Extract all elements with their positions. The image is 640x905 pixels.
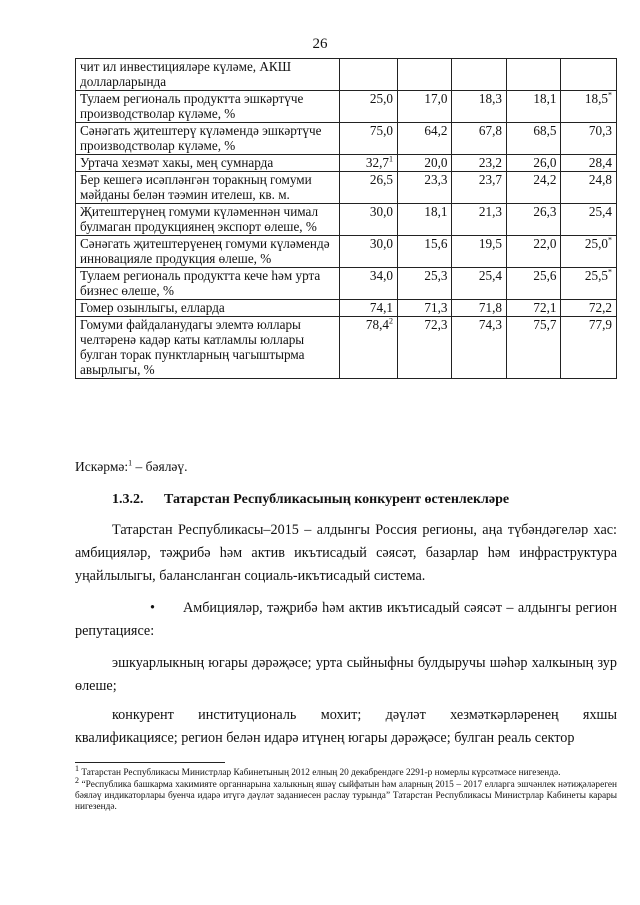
section-title: Татарстан Республикасының конкурент өстенлекләре xyxy=(164,492,510,507)
paragraph-institutional: конкурент институциональ мохит; дәүләт хезмәткәрләренең яхшы квалификациясе; регион белән идарә итүнең югары дәрәҗәсе; булган реаль сектор xyxy=(75,707,617,746)
footnote-2-mark: 2 xyxy=(75,775,79,785)
value-text: 23,7 xyxy=(478,172,502,187)
row-value xyxy=(340,204,398,236)
table-row xyxy=(76,317,617,379)
row-value xyxy=(506,59,561,91)
row-value xyxy=(452,300,507,317)
row-value xyxy=(561,91,617,123)
bullet-mark: • xyxy=(150,600,155,616)
value-text: 70,3 xyxy=(588,123,612,138)
row-value xyxy=(561,300,617,317)
value-text: 22,0 xyxy=(533,236,557,251)
row-value xyxy=(340,123,398,155)
row-value xyxy=(452,59,507,91)
row-label: Тулаем региональ продуктта кече һәм урта бизнес өлеше, % xyxy=(76,268,340,300)
value-sup: 1 xyxy=(388,154,393,164)
value-text: 18,1 xyxy=(533,91,557,106)
value-text: 34,0 xyxy=(369,268,393,283)
row-value xyxy=(397,317,452,379)
row-value xyxy=(561,172,617,204)
row-value xyxy=(340,268,398,300)
row-value xyxy=(506,268,561,300)
footnotes xyxy=(75,763,617,814)
row-label: чит ил инвестицияләре күләме, АКШ долларларында xyxy=(76,59,340,91)
row-value xyxy=(561,123,617,155)
row-value xyxy=(452,268,507,300)
row-value xyxy=(561,268,617,300)
value-text: 74,1 xyxy=(369,300,393,315)
value-text: 72,1 xyxy=(533,300,557,315)
paragraph-intro: Татарстан Республикасы–2015 – алдынгы Россия регионы, аңа түбәндәгеләр хас: амбицияләр, тәҗрибә һәм актив икътисадый сәясәт, базарлар һәм инфраструктура уңайлылыгы, балансланган социаль-икътисадый система. xyxy=(75,522,617,584)
row-label: Сәнәгать җитештерүенең гомуми күләмендә инновацияле продукция өлеше, % xyxy=(76,236,340,268)
table-row xyxy=(76,91,617,123)
value-text: 26,5 xyxy=(369,172,393,187)
section-heading xyxy=(112,492,509,508)
row-label: Җитештерүнең гомуми күләменнән чимал булмаган продукциянең экспорт өлеше, % xyxy=(76,204,340,236)
row-label: Гомер озынлыгы, елларда xyxy=(76,300,340,317)
value-text: 28,4 xyxy=(588,155,612,170)
row-value xyxy=(506,172,561,204)
row-value xyxy=(397,155,452,172)
row-label: Тулаем региональ продуктта эшкәртүче производстволар күләме, % xyxy=(76,91,340,123)
section-number: 1.3.2. xyxy=(112,492,144,507)
row-value xyxy=(452,236,507,268)
table-row xyxy=(76,172,617,204)
row-value xyxy=(397,172,452,204)
row-value xyxy=(340,172,398,204)
value-text: 30,0 xyxy=(369,204,393,219)
value-text: 30,0 xyxy=(369,236,393,251)
row-value xyxy=(452,204,507,236)
row-value xyxy=(452,123,507,155)
value-sup: 2 xyxy=(388,316,393,326)
value-text: 72,3 xyxy=(424,317,448,332)
row-value xyxy=(452,172,507,204)
value-text: 15,6 xyxy=(424,236,448,251)
value-text: 75,7 xyxy=(533,317,557,332)
row-value xyxy=(397,59,452,91)
note-prefix: Искәрмә: xyxy=(75,459,129,474)
value-text: 77,9 xyxy=(588,317,612,332)
row-value xyxy=(397,123,452,155)
table-row xyxy=(76,123,617,155)
table-row xyxy=(76,204,617,236)
value-text: 26,0 xyxy=(533,155,557,170)
row-value xyxy=(506,204,561,236)
row-value xyxy=(561,317,617,379)
value-text: 23,2 xyxy=(478,155,502,170)
value-text: 71,8 xyxy=(478,300,502,315)
row-value xyxy=(452,155,507,172)
row-value xyxy=(561,155,617,172)
row-value xyxy=(506,317,561,379)
footnote-1 xyxy=(75,763,617,779)
value-text: 18,3 xyxy=(478,91,502,106)
row-value xyxy=(506,91,561,123)
row-value xyxy=(506,155,561,172)
row-value xyxy=(340,317,398,379)
value-text: 67,8 xyxy=(478,123,502,138)
value-text: 17,0 xyxy=(424,91,448,106)
bullet-text: Амбицияләр, тәҗрибә һәм актив икътисадый сәясәт – алдынгы регион репутациясе: xyxy=(75,600,617,639)
value-text: 71,3 xyxy=(424,300,448,315)
value-text: 19,5 xyxy=(478,236,502,251)
value-text: 24,8 xyxy=(588,172,612,187)
value-text: 23,3 xyxy=(424,172,448,187)
row-value xyxy=(340,59,398,91)
row-value xyxy=(397,300,452,317)
row-value xyxy=(506,236,561,268)
value-text: 32,7 xyxy=(365,155,389,170)
table-note xyxy=(75,459,188,475)
value-text: 24,2 xyxy=(533,172,557,187)
value-text: 72,2 xyxy=(588,300,612,315)
paragraph-entrepreneurship: эшкуарлыкның югары дәрәҗәсе; урта сыйныфны булдыручы шәһәр халкының зур өлеше; xyxy=(75,655,617,694)
value-text: 25,4 xyxy=(588,204,612,219)
row-value xyxy=(561,204,617,236)
value-text: 25,3 xyxy=(424,268,448,283)
row-value xyxy=(340,236,398,268)
value-text: 78,4 xyxy=(365,317,389,332)
row-value xyxy=(340,300,398,317)
value-text: 25,0 xyxy=(369,91,393,106)
value-text: 68,5 xyxy=(533,123,557,138)
note-sup: 1 xyxy=(128,458,133,468)
value-text: 20,0 xyxy=(424,155,448,170)
indicators-table xyxy=(75,58,617,379)
value-text: 25,0 xyxy=(584,236,608,251)
footnote-1-text: Татарстан Республикасы Министрлар Кабинетының 2012 елның 20 декабрендәге 2291-р номерлы күрсәтмәсе нигезендә. xyxy=(79,768,561,778)
row-value xyxy=(340,155,398,172)
row-value xyxy=(340,91,398,123)
table-row xyxy=(76,155,617,172)
footnote-1-mark: 1 xyxy=(75,763,79,773)
value-text: 25,6 xyxy=(533,268,557,283)
value-text: 26,3 xyxy=(533,204,557,219)
value-sup: * xyxy=(608,90,612,100)
value-text: 25,5 xyxy=(584,268,608,283)
row-value xyxy=(506,123,561,155)
row-value xyxy=(452,317,507,379)
table-row xyxy=(76,236,617,268)
value-text: 74,3 xyxy=(478,317,502,332)
row-value xyxy=(397,236,452,268)
row-value xyxy=(506,300,561,317)
row-label: Уртача хезмәт хакы, мең сумнарда xyxy=(76,155,340,172)
value-text: 64,2 xyxy=(424,123,448,138)
row-value xyxy=(561,59,617,91)
table-row xyxy=(76,268,617,300)
row-value xyxy=(561,236,617,268)
paragraph-bullet xyxy=(75,597,617,643)
footnote-rule xyxy=(75,762,225,763)
value-text: 21,3 xyxy=(478,204,502,219)
row-value xyxy=(397,204,452,236)
footnote-2 xyxy=(75,775,617,813)
footnote-2-text: “Республика башкарма хакимияте органнарына халыкның яшәү сыйфатын һәм аларның 2015 – 2017 елларга эшчәнлек нәтиҗәләреген бәяләү индикаторлары буенча идарә итүгә дәүләт заданиесен раслау турында” Татарстан Республикасы Министрлар Кабинеты карары нигезендә. xyxy=(75,780,617,812)
value-text: 25,4 xyxy=(478,268,502,283)
row-label: Сәнәгать җитештерү күләмендә эшкәртүче производстволар күләме, % xyxy=(76,123,340,155)
value-text: 18,1 xyxy=(424,204,448,219)
value-text: 18,5 xyxy=(584,91,608,106)
note-text: – бәяләү. xyxy=(132,459,188,474)
page-number: 26 xyxy=(312,36,328,52)
row-label: Гомуми файдаланудагы элемтә юллары челтәренә кадәр каты катламлы юллары булган торак пунктларның чагыштырма авырлыгы, % xyxy=(76,317,340,379)
value-sup: * xyxy=(608,235,612,245)
row-value xyxy=(397,91,452,123)
row-value xyxy=(397,268,452,300)
table-row xyxy=(76,300,617,317)
row-value xyxy=(452,91,507,123)
table-row xyxy=(76,59,617,91)
value-text: 75,0 xyxy=(369,123,393,138)
value-sup: * xyxy=(608,267,612,277)
row-label: Бер кешегә исәпләнгән торакның гомуми мәйданы белән тәэмин ителеш, кв. м. xyxy=(76,172,340,204)
